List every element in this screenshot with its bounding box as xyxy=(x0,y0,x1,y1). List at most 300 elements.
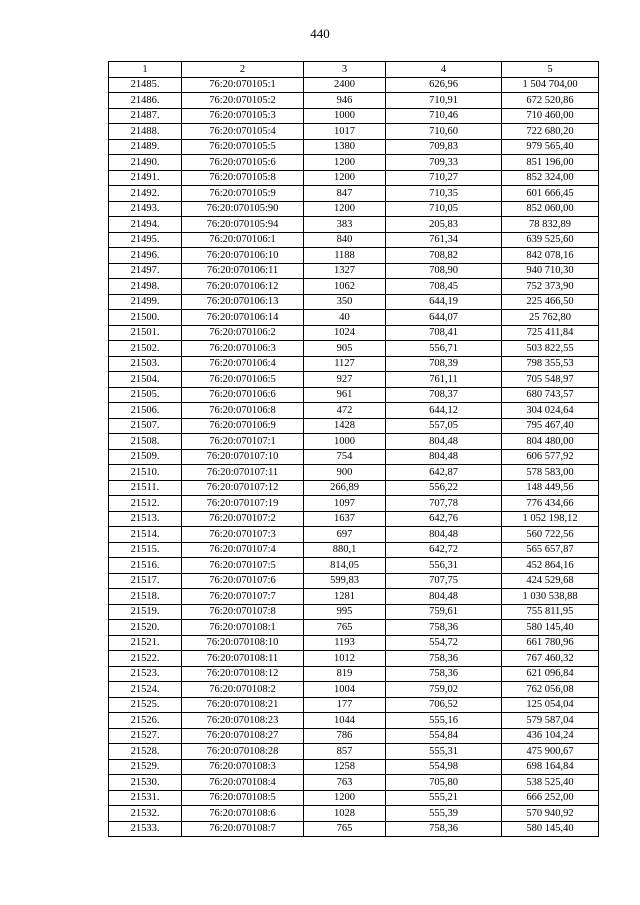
cadastral-value-cell: 1 030 538,88 xyxy=(502,589,599,605)
cadastral-number-cell: 76:20:070106:13 xyxy=(182,294,304,310)
area-cell: 765 xyxy=(304,821,386,837)
table-row xyxy=(109,465,599,481)
specific-value-cell: 705,80 xyxy=(386,775,502,791)
cadastral-number-cell: 76:20:070107:12 xyxy=(182,480,304,496)
cadastral-number-cell: 76:20:070105:2 xyxy=(182,93,304,109)
cadastral-value-cell: 452 864,16 xyxy=(502,558,599,574)
cadastral-number-cell: 76:20:070107:7 xyxy=(182,589,304,605)
cadastral-number-cell: 76:20:070107:2 xyxy=(182,511,304,527)
row-number-cell: 21491. xyxy=(109,170,182,186)
row-number-cell: 21505. xyxy=(109,387,182,403)
area-cell: 472 xyxy=(304,403,386,419)
area-cell: 697 xyxy=(304,527,386,543)
cadastral-number-cell: 76:20:070107:4 xyxy=(182,542,304,558)
specific-value-cell: 554,84 xyxy=(386,728,502,744)
area-cell: 1428 xyxy=(304,418,386,434)
cadastral-value-cell: 1 504 704,00 xyxy=(502,77,599,93)
specific-value-cell: 556,22 xyxy=(386,480,502,496)
area-cell: 1327 xyxy=(304,263,386,279)
area-cell: 266,89 xyxy=(304,480,386,496)
table-body xyxy=(109,62,599,837)
row-number-cell: 21498. xyxy=(109,279,182,295)
row-number-cell: 21494. xyxy=(109,217,182,233)
specific-value-cell: 710,35 xyxy=(386,186,502,202)
row-number-cell: 21528. xyxy=(109,744,182,760)
table-row xyxy=(109,170,599,186)
cadastral-value-cell: 798 355,53 xyxy=(502,356,599,372)
table-row xyxy=(109,496,599,512)
specific-value-cell: 707,75 xyxy=(386,573,502,589)
area-cell: 40 xyxy=(304,310,386,326)
cadastral-value-cell: 705 548,97 xyxy=(502,372,599,388)
row-number-cell: 21520. xyxy=(109,620,182,636)
cadastral-number-cell: 76:20:070107:5 xyxy=(182,558,304,574)
row-number-cell: 21509. xyxy=(109,449,182,465)
table-row xyxy=(109,77,599,93)
cadastral-value-cell: 578 583,00 xyxy=(502,465,599,481)
cadastral-value-cell: 580 145,40 xyxy=(502,620,599,636)
cadastral-number-cell: 76:20:070106:5 xyxy=(182,372,304,388)
row-number-cell: 21524. xyxy=(109,682,182,698)
specific-value-cell: 708,37 xyxy=(386,387,502,403)
cadastral-value-cell: 661 780,96 xyxy=(502,635,599,651)
table-row xyxy=(109,294,599,310)
area-cell: 1017 xyxy=(304,124,386,140)
table-header-row xyxy=(109,62,599,78)
table-row xyxy=(109,713,599,729)
row-number-cell: 21510. xyxy=(109,465,182,481)
cadastral-value-cell: 795 467,40 xyxy=(502,418,599,434)
table-row xyxy=(109,759,599,775)
cadastral-number-cell: 76:20:070106:1 xyxy=(182,232,304,248)
area-cell: 1200 xyxy=(304,201,386,217)
table-row xyxy=(109,573,599,589)
specific-value-cell: 804,48 xyxy=(386,589,502,605)
cadastral-value-cell: 560 722,56 xyxy=(502,527,599,543)
row-number-cell: 21487. xyxy=(109,108,182,124)
table-row xyxy=(109,418,599,434)
table-row xyxy=(109,821,599,837)
area-cell: 1062 xyxy=(304,279,386,295)
cadastral-value-cell: 570 940,92 xyxy=(502,806,599,822)
area-cell: 995 xyxy=(304,604,386,620)
table-row xyxy=(109,93,599,109)
area-cell: 1637 xyxy=(304,511,386,527)
specific-value-cell: 642,72 xyxy=(386,542,502,558)
specific-value-cell: 804,48 xyxy=(386,527,502,543)
cadastral-value-cell: 680 743,57 xyxy=(502,387,599,403)
area-cell: 1188 xyxy=(304,248,386,264)
row-number-cell: 21517. xyxy=(109,573,182,589)
cadastral-number-cell: 76:20:070107:19 xyxy=(182,496,304,512)
table-row xyxy=(109,806,599,822)
area-cell: 1044 xyxy=(304,713,386,729)
cadastral-number-cell: 76:20:070106:4 xyxy=(182,356,304,372)
table-row xyxy=(109,356,599,372)
row-number-cell: 21522. xyxy=(109,651,182,667)
cadastral-value-cell: 148 449,56 xyxy=(502,480,599,496)
specific-value-cell: 556,71 xyxy=(386,341,502,357)
cadastral-number-cell: 76:20:070105:90 xyxy=(182,201,304,217)
cadastral-value-cell: 804 480,00 xyxy=(502,434,599,450)
area-cell: 900 xyxy=(304,465,386,481)
cadastral-value-cell: 606 577,92 xyxy=(502,449,599,465)
page-number: 440 xyxy=(310,26,330,41)
specific-value-cell: 708,90 xyxy=(386,263,502,279)
table-row xyxy=(109,790,599,806)
area-cell: 857 xyxy=(304,744,386,760)
specific-value-cell: 205,83 xyxy=(386,217,502,233)
row-number-cell: 21525. xyxy=(109,697,182,713)
area-cell: 599,83 xyxy=(304,573,386,589)
specific-value-cell: 758,36 xyxy=(386,620,502,636)
area-cell: 1193 xyxy=(304,635,386,651)
table-row xyxy=(109,604,599,620)
table-row xyxy=(109,775,599,791)
cadastral-value-cell: 538 525,40 xyxy=(502,775,599,791)
table-row xyxy=(109,108,599,124)
table-row xyxy=(109,139,599,155)
specific-value-cell: 626,96 xyxy=(386,77,502,93)
area-cell: 350 xyxy=(304,294,386,310)
area-cell: 1281 xyxy=(304,589,386,605)
specific-value-cell: 758,36 xyxy=(386,821,502,837)
table-row xyxy=(109,480,599,496)
specific-value-cell: 554,72 xyxy=(386,635,502,651)
cadastral-number-cell: 76:20:070108:3 xyxy=(182,759,304,775)
cadastral-value-cell: 762 056,08 xyxy=(502,682,599,698)
row-number-cell: 21508. xyxy=(109,434,182,450)
table-row xyxy=(109,403,599,419)
specific-value-cell: 758,36 xyxy=(386,651,502,667)
table-row xyxy=(109,527,599,543)
cadastral-number-cell: 76:20:070105:9 xyxy=(182,186,304,202)
row-number-cell: 21527. xyxy=(109,728,182,744)
cadastral-value-cell: 755 811,95 xyxy=(502,604,599,620)
cadastral-value-cell: 25 762,80 xyxy=(502,310,599,326)
table-row xyxy=(109,186,599,202)
cadastral-number-cell: 76:20:070105:1 xyxy=(182,77,304,93)
cadastral-value-cell: 752 373,90 xyxy=(502,279,599,295)
specific-value-cell: 708,41 xyxy=(386,325,502,341)
area-cell: 1200 xyxy=(304,790,386,806)
cadastral-number-cell: 76:20:070105:6 xyxy=(182,155,304,171)
column-header-5: 5 xyxy=(502,62,599,78)
row-number-cell: 21514. xyxy=(109,527,182,543)
specific-value-cell: 709,33 xyxy=(386,155,502,171)
area-cell: 1258 xyxy=(304,759,386,775)
row-number-cell: 21511. xyxy=(109,480,182,496)
cadastral-value-cell: 225 466,50 xyxy=(502,294,599,310)
table-row xyxy=(109,589,599,605)
cadastral-number-cell: 76:20:070108:4 xyxy=(182,775,304,791)
table-row xyxy=(109,682,599,698)
cadastral-value-cell: 503 822,55 xyxy=(502,341,599,357)
row-number-cell: 21499. xyxy=(109,294,182,310)
area-cell: 905 xyxy=(304,341,386,357)
column-header-4: 4 xyxy=(386,62,502,78)
table-row xyxy=(109,310,599,326)
cadastral-value-cell: 672 520,86 xyxy=(502,93,599,109)
table-row xyxy=(109,434,599,450)
area-cell: 2400 xyxy=(304,77,386,93)
cadastral-value-cell: 424 529,68 xyxy=(502,573,599,589)
row-number-cell: 21504. xyxy=(109,372,182,388)
row-number-cell: 21506. xyxy=(109,403,182,419)
specific-value-cell: 555,21 xyxy=(386,790,502,806)
cadastral-value-cell: 776 434,66 xyxy=(502,496,599,512)
table-row xyxy=(109,620,599,636)
table-row xyxy=(109,279,599,295)
specific-value-cell: 644,19 xyxy=(386,294,502,310)
area-cell: 961 xyxy=(304,387,386,403)
table-row xyxy=(109,635,599,651)
cadastral-value-cell: 580 145,40 xyxy=(502,821,599,837)
row-number-cell: 21516. xyxy=(109,558,182,574)
cadastral-value-cell: 78 832,89 xyxy=(502,217,599,233)
specific-value-cell: 710,91 xyxy=(386,93,502,109)
cadastral-value-cell: 666 252,00 xyxy=(502,790,599,806)
row-number-cell: 21521. xyxy=(109,635,182,651)
cadastral-number-cell: 76:20:070106:12 xyxy=(182,279,304,295)
cadastral-number-cell: 76:20:070105:3 xyxy=(182,108,304,124)
area-cell: 1004 xyxy=(304,682,386,698)
specific-value-cell: 758,36 xyxy=(386,666,502,682)
table-row xyxy=(109,201,599,217)
table-row xyxy=(109,666,599,682)
specific-value-cell: 761,34 xyxy=(386,232,502,248)
cadastral-number-cell: 76:20:070105:4 xyxy=(182,124,304,140)
specific-value-cell: 644,07 xyxy=(386,310,502,326)
cadastral-value-cell: 725 411,84 xyxy=(502,325,599,341)
area-cell: 765 xyxy=(304,620,386,636)
table-row xyxy=(109,697,599,713)
row-number-cell: 21523. xyxy=(109,666,182,682)
cadastral-number-cell: 76:20:070106:3 xyxy=(182,341,304,357)
table-row xyxy=(109,263,599,279)
area-cell: 754 xyxy=(304,449,386,465)
specific-value-cell: 710,05 xyxy=(386,201,502,217)
cadastral-number-cell: 76:20:070108:21 xyxy=(182,697,304,713)
row-number-cell: 21507. xyxy=(109,418,182,434)
specific-value-cell: 710,46 xyxy=(386,108,502,124)
specific-value-cell: 761,11 xyxy=(386,372,502,388)
row-number-cell: 21501. xyxy=(109,325,182,341)
cadastral-number-cell: 76:20:070108:10 xyxy=(182,635,304,651)
area-cell: 1200 xyxy=(304,170,386,186)
specific-value-cell: 709,83 xyxy=(386,139,502,155)
area-cell: 1380 xyxy=(304,139,386,155)
specific-value-cell: 707,78 xyxy=(386,496,502,512)
cadastral-number-cell: 76:20:070106:11 xyxy=(182,263,304,279)
table-row xyxy=(109,232,599,248)
cadastral-value-cell: 601 666,45 xyxy=(502,186,599,202)
area-cell: 786 xyxy=(304,728,386,744)
cadastral-number-cell: 76:20:070108:12 xyxy=(182,666,304,682)
cadastral-number-cell: 76:20:070108:7 xyxy=(182,821,304,837)
cadastral-value-cell: 940 710,30 xyxy=(502,263,599,279)
area-cell: 814,05 xyxy=(304,558,386,574)
row-number-cell: 21492. xyxy=(109,186,182,202)
row-number-cell: 21531. xyxy=(109,790,182,806)
specific-value-cell: 642,76 xyxy=(386,511,502,527)
specific-value-cell: 555,39 xyxy=(386,806,502,822)
row-number-cell: 21532. xyxy=(109,806,182,822)
cadastral-value-cell: 710 460,00 xyxy=(502,108,599,124)
cadastral-number-cell: 76:20:070108:27 xyxy=(182,728,304,744)
table-row xyxy=(109,124,599,140)
cadastral-value-cell: 475 900,67 xyxy=(502,744,599,760)
row-number-cell: 21529. xyxy=(109,759,182,775)
area-cell: 1097 xyxy=(304,496,386,512)
specific-value-cell: 759,02 xyxy=(386,682,502,698)
cadastral-value-cell: 842 078,16 xyxy=(502,248,599,264)
table-row xyxy=(109,744,599,760)
table-row xyxy=(109,651,599,667)
cadastral-number-cell: 76:20:070107:1 xyxy=(182,434,304,450)
cadastral-number-cell: 76:20:070107:11 xyxy=(182,465,304,481)
cadastral-value-cell: 851 196,00 xyxy=(502,155,599,171)
table-row xyxy=(109,728,599,744)
row-number-cell: 21513. xyxy=(109,511,182,527)
cadastral-number-cell: 76:20:070106:6 xyxy=(182,387,304,403)
cadastral-number-cell: 76:20:070106:2 xyxy=(182,325,304,341)
cadastral-value-cell: 852 060,00 xyxy=(502,201,599,217)
specific-value-cell: 804,48 xyxy=(386,449,502,465)
area-cell: 383 xyxy=(304,217,386,233)
table-row xyxy=(109,155,599,171)
specific-value-cell: 554,98 xyxy=(386,759,502,775)
cadastral-value-cell: 1 052 198,12 xyxy=(502,511,599,527)
row-number-cell: 21526. xyxy=(109,713,182,729)
cadastral-number-cell: 76:20:070107:6 xyxy=(182,573,304,589)
specific-value-cell: 759,61 xyxy=(386,604,502,620)
cadastral-value-cell: 579 587,04 xyxy=(502,713,599,729)
cadastral-value-cell: 304 024,64 xyxy=(502,403,599,419)
cadastral-number-cell: 76:20:070106:9 xyxy=(182,418,304,434)
table-row xyxy=(109,449,599,465)
area-cell: 763 xyxy=(304,775,386,791)
cadastral-value-cell: 639 525,60 xyxy=(502,232,599,248)
specific-value-cell: 710,60 xyxy=(386,124,502,140)
area-cell: 840 xyxy=(304,232,386,248)
cadastral-number-cell: 76:20:070108:1 xyxy=(182,620,304,636)
specific-value-cell: 644,12 xyxy=(386,403,502,419)
area-cell: 880,1 xyxy=(304,542,386,558)
area-cell: 177 xyxy=(304,697,386,713)
column-header-2: 2 xyxy=(182,62,304,78)
row-number-cell: 21485. xyxy=(109,77,182,93)
area-cell: 1127 xyxy=(304,356,386,372)
row-number-cell: 21503. xyxy=(109,356,182,372)
table-row xyxy=(109,372,599,388)
specific-value-cell: 710,27 xyxy=(386,170,502,186)
row-number-cell: 21530. xyxy=(109,775,182,791)
row-number-cell: 21500. xyxy=(109,310,182,326)
area-cell: 946 xyxy=(304,93,386,109)
row-number-cell: 21495. xyxy=(109,232,182,248)
cadastral-number-cell: 76:20:070108:28 xyxy=(182,744,304,760)
cadastral-value-cell: 436 104,24 xyxy=(502,728,599,744)
specific-value-cell: 555,16 xyxy=(386,713,502,729)
row-number-cell: 21533. xyxy=(109,821,182,837)
row-number-cell: 21512. xyxy=(109,496,182,512)
column-header-1: 1 xyxy=(109,62,182,78)
table-row xyxy=(109,248,599,264)
specific-value-cell: 556,31 xyxy=(386,558,502,574)
table-row xyxy=(109,558,599,574)
area-cell: 1200 xyxy=(304,155,386,171)
cadastral-number-cell: 76:20:070108:6 xyxy=(182,806,304,822)
row-number-cell: 21497. xyxy=(109,263,182,279)
cadastral-number-cell: 76:20:070106:10 xyxy=(182,248,304,264)
row-number-cell: 21518. xyxy=(109,589,182,605)
row-number-cell: 21519. xyxy=(109,604,182,620)
table-row xyxy=(109,511,599,527)
cadastral-number-cell: 76:20:070107:3 xyxy=(182,527,304,543)
specific-value-cell: 708,39 xyxy=(386,356,502,372)
cadastral-number-cell: 76:20:070106:14 xyxy=(182,310,304,326)
row-number-cell: 21489. xyxy=(109,139,182,155)
specific-value-cell: 708,82 xyxy=(386,248,502,264)
cadastral-number-cell: 76:20:070108:11 xyxy=(182,651,304,667)
area-cell: 847 xyxy=(304,186,386,202)
area-cell: 819 xyxy=(304,666,386,682)
area-cell: 1000 xyxy=(304,108,386,124)
row-number-cell: 21488. xyxy=(109,124,182,140)
cadastral-number-cell: 76:20:070106:8 xyxy=(182,403,304,419)
specific-value-cell: 804,48 xyxy=(386,434,502,450)
row-number-cell: 21502. xyxy=(109,341,182,357)
specific-value-cell: 642,87 xyxy=(386,465,502,481)
cadastral-number-cell: 76:20:070108:5 xyxy=(182,790,304,806)
area-cell: 1012 xyxy=(304,651,386,667)
cadastral-value-cell: 722 680,20 xyxy=(502,124,599,140)
table-row xyxy=(109,387,599,403)
row-number-cell: 21515. xyxy=(109,542,182,558)
cadastral-value-cell: 125 054,04 xyxy=(502,697,599,713)
row-number-cell: 21490. xyxy=(109,155,182,171)
cadastral-value-cell: 621 096,84 xyxy=(502,666,599,682)
cadastral-number-cell: 76:20:070107:8 xyxy=(182,604,304,620)
cadastral-number-cell: 76:20:070108:23 xyxy=(182,713,304,729)
column-header-3: 3 xyxy=(304,62,386,78)
specific-value-cell: 557,05 xyxy=(386,418,502,434)
specific-value-cell: 555,31 xyxy=(386,744,502,760)
area-cell: 927 xyxy=(304,372,386,388)
table-row xyxy=(109,341,599,357)
cadastral-value-cell: 698 164,84 xyxy=(502,759,599,775)
row-number-cell: 21493. xyxy=(109,201,182,217)
area-cell: 1000 xyxy=(304,434,386,450)
cadastral-value-cell: 852 324,00 xyxy=(502,170,599,186)
cadastral-number-cell: 76:20:070105:94 xyxy=(182,217,304,233)
cadastral-number-cell: 76:20:070107:10 xyxy=(182,449,304,465)
cadastral-value-cell: 565 657,87 xyxy=(502,542,599,558)
cadastral-number-cell: 76:20:070105:5 xyxy=(182,139,304,155)
row-number-cell: 21486. xyxy=(109,93,182,109)
area-cell: 1024 xyxy=(304,325,386,341)
specific-value-cell: 708,45 xyxy=(386,279,502,295)
table-row xyxy=(109,325,599,341)
cadastral-value-cell: 767 460,32 xyxy=(502,651,599,667)
table-row xyxy=(109,542,599,558)
cadastral-number-cell: 76:20:070108:2 xyxy=(182,682,304,698)
cadastral-value-cell: 979 565,40 xyxy=(502,139,599,155)
specific-value-cell: 706,52 xyxy=(386,697,502,713)
area-cell: 1028 xyxy=(304,806,386,822)
row-number-cell: 21496. xyxy=(109,248,182,264)
